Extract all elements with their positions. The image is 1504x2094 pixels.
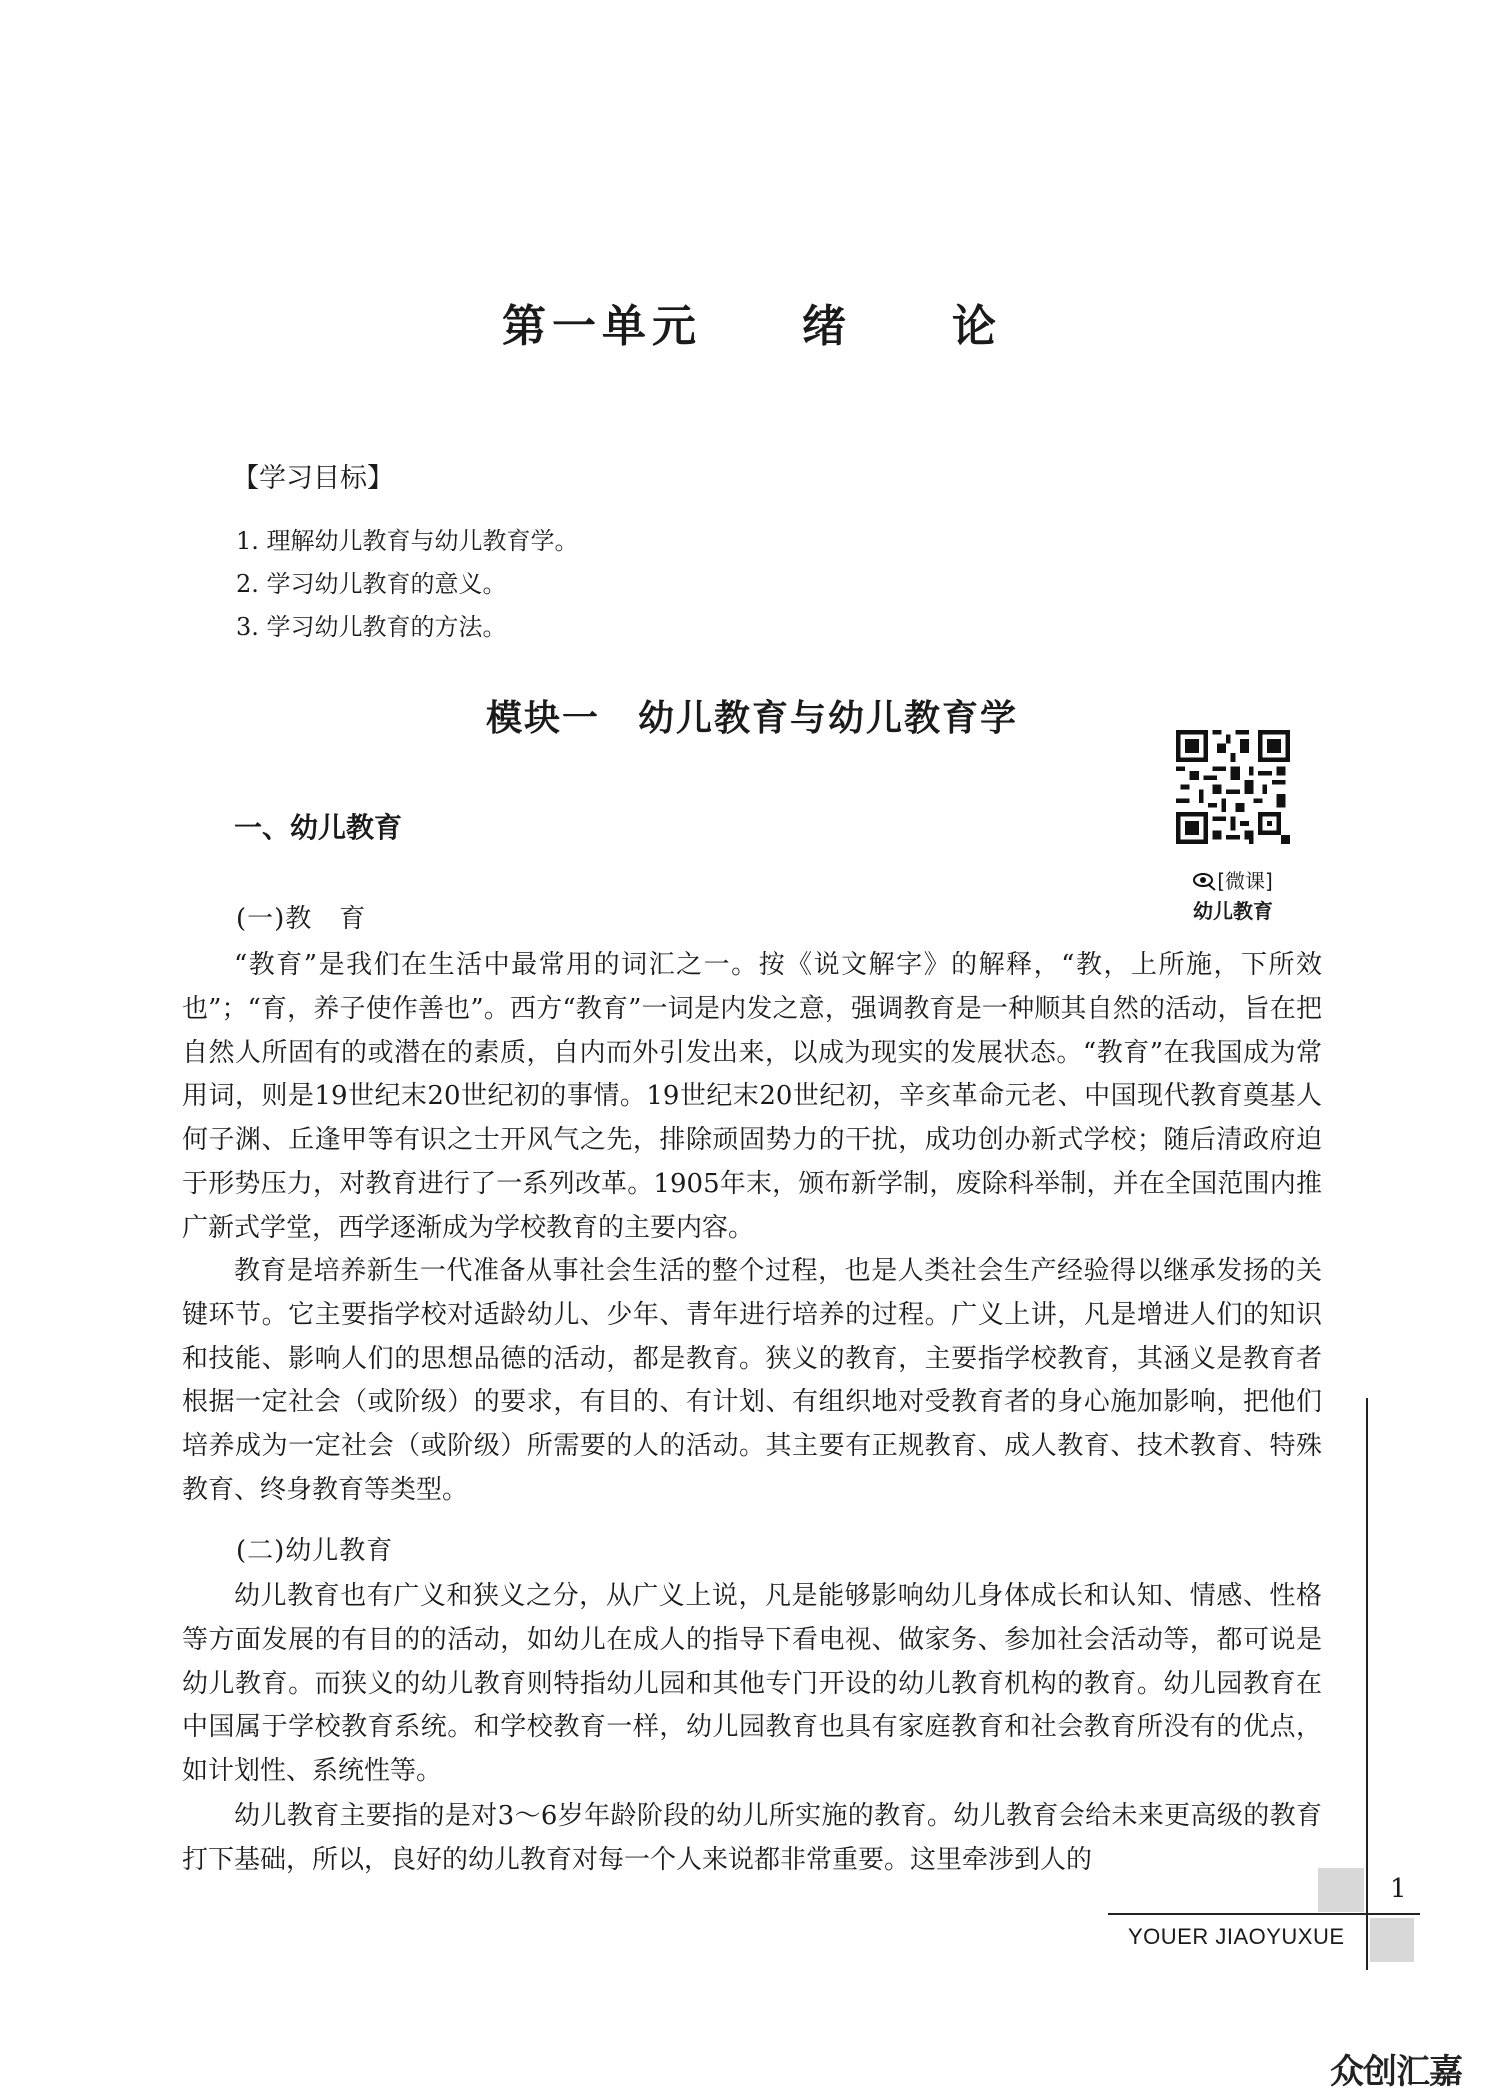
- paragraph: 幼儿教育也有广义和狭义之分，从广义上说，凡是能够影响幼儿身体成长和认知、情感、性格等方面发展的有目的的活动，如幼儿在成人的指导下看电视、做家务、参加社会活动等，都可说是幼儿教育。而狭义的幼儿教育则特指幼儿园和其他专门开设的幼儿教育机构的教育。幼儿园教育在中国属于学校教育系统。和学校教育一样，幼儿园教育也具有家庭教育和社会教育所没有的优点，如计划性、系统性等。: [182, 1581, 1322, 1787]
- objectives-list: [236, 520, 579, 649]
- qr-code-icon[interactable]: [1176, 730, 1290, 844]
- objectives-header: 【学习目标】: [232, 463, 394, 494]
- page-number: 1: [1390, 1874, 1407, 1904]
- watermark: 众创汇嘉: [1330, 2052, 1462, 2092]
- paragraph: 幼儿教育主要指的是对3～6岁年龄阶段的幼儿所实施的教育。幼儿教育会给未来更高级的教育打下基础，所以，良好的幼儿教育对每一个人来说都非常重要。这里牵涉到人的: [182, 1801, 1322, 1875]
- objective-item: 2. 学习幼儿教育的意义。: [236, 570, 507, 598]
- footer-vertical-rule: [1366, 1398, 1368, 1970]
- module-title: 模块一 幼儿教育与幼儿教育学: [485, 697, 1018, 739]
- objective-item: 1. 理解幼儿教育与幼儿教育学。: [236, 527, 579, 555]
- paragraph: “教育”是我们在生活中最常用的词汇之一。按《说文解字》的解释，“教，上所施，下所效也”；“育，养子使作善也”。西方“教育”一词是内发之意，强调教育是一种顺其自然的活动，旨在把自然人所固有的或潜在的素质，自内而外引发出来，以成为现实的发展状态。“教育”在我国成为常用词，则是19世纪末20世纪初的事情。19世纪末20世纪初，辛亥革命元老、中国现代教育奠基人何子渊、丘逢甲等有识之士开风气之先，排除顽固势力的干扰，成功创办新式学校；随后清政府迫于形势压力，对教育进行了一系列改革。1905年末，颁布新学制，废除科举制，并在全国范围内推广新式学堂，西学逐渐成为学校教育的主要内容。: [182, 950, 1322, 1243]
- subsection-title-early-education: (二)幼儿教育: [236, 1536, 394, 1566]
- qr-caption-tag-row: [1176, 866, 1290, 896]
- eye-search-icon: [1193, 871, 1217, 891]
- footer-decor-box: [1370, 1918, 1414, 1962]
- paragraph: 教育是培养新生一代准备从事社会生活的整个过程，也是人类社会生产经验得以继承发扬的关键环节。它主要指学校对适龄幼儿、少年、青年进行培养的过程。广义上讲，凡是增进人们的知识和技能、影响人们的思想品德的活动，都是教育。狭义的教育，主要指学校教育，其涵义是教育者根据一定社会（或阶级）的要求，有目的、有计划、有组织地对受教育者的身心施加影响，把他们培养成为一定社会（或阶级）所需要的人的活动。其主要有正规教育、成人教育、技术教育、特殊教育、终身教育等类型。: [182, 1256, 1322, 1505]
- qr-caption-title: 幼儿教育: [1193, 899, 1273, 923]
- qr-caption: [1176, 866, 1290, 926]
- qr-caption-tag: [微课]: [1217, 869, 1273, 893]
- section-title: 一、幼儿教育: [234, 811, 403, 844]
- objective-item: 3. 学习幼儿教育的方法。: [236, 613, 507, 641]
- footer-decor-box: [1318, 1868, 1364, 1912]
- subsection-title-education: (一)教 育: [236, 904, 367, 934]
- unit-title: 第一单元 绪 论: [502, 301, 1002, 352]
- footer-horizontal-rule: [1108, 1913, 1420, 1915]
- running-title: YOUER JIAOYUXUE: [1128, 1924, 1345, 1949]
